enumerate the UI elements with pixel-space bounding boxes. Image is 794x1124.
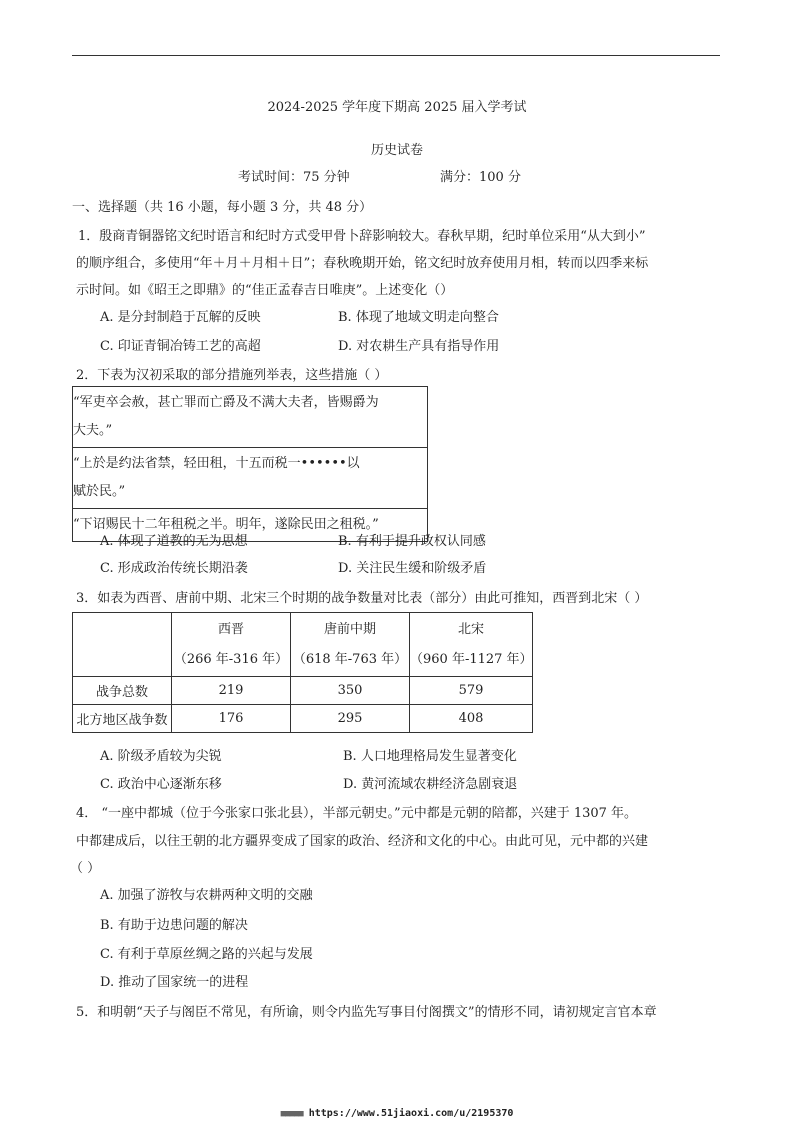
q2-quote-1-line-2: 大夫。” xyxy=(73,423,113,438)
q1-option-c: C. 印证青铜冶铸工艺的高超 xyxy=(100,339,261,354)
q3-row-label: 战争总数 xyxy=(73,677,172,705)
footer-watermark xyxy=(0,1108,794,1119)
q1-option-d: D. 对农耕生产具有指导作用 xyxy=(338,339,500,354)
q3-war-table xyxy=(72,612,533,733)
q4-option-a: A. 加强了游牧与农耕两种文明的交融 xyxy=(100,888,313,903)
q1-line-3: 示时间。如《昭王之即鼎》的“佳正孟春吉日唯庚”。上述变化（） xyxy=(76,283,454,298)
q3-col-xijin xyxy=(172,613,291,677)
q2-option-a: A. 体现了道教的无为思想 xyxy=(100,534,248,549)
q2-option-d: D. 关注民生缓和阶级矛盾 xyxy=(338,561,487,576)
q3-col-period: （618 年-763 年） xyxy=(292,651,408,667)
subject-title: 历史试卷 xyxy=(370,143,423,158)
q3-option-c: C. 政治中心逐渐东移 xyxy=(100,777,222,792)
q3-option-a: A. 阶级矛盾较为尖锐 xyxy=(100,749,222,764)
q4-line-3: （ ） xyxy=(70,861,101,876)
q2-quote-2-line-2: 赋於民。” xyxy=(73,484,126,499)
q3-cell: 295 xyxy=(291,705,410,733)
q2-quote-3: “下诏赐民十二年租税之半。明年，遂除民田之租税。” xyxy=(73,517,379,532)
q1-option-a: A. 是分封制趋于瓦解的反映 xyxy=(100,310,261,325)
footer-url[interactable]: https://www.51jiaoxi.com/u/2195370 xyxy=(302,1108,514,1119)
q3-col-song xyxy=(410,613,533,677)
full-score: 满分：100 分 xyxy=(440,170,521,185)
q3-col-name: 北宋 xyxy=(457,621,484,637)
q2-option-c: C. 形成政治传统长期沿袭 xyxy=(100,561,248,576)
exam-time: 考试时间：75 分钟 xyxy=(238,170,350,185)
section-heading: 一、选择题（共 16 小题，每小题 3 分，共 48 分） xyxy=(72,200,373,215)
q3-cell: 408 xyxy=(410,705,533,733)
footer-logo-mark: ■■■■■ xyxy=(280,1109,303,1119)
exam-title: 2024-2025 学年度下期高 2025 届入学考试 xyxy=(267,100,527,115)
q3-option-d: D. 黄河流域农耕经济急剧衰退 xyxy=(343,777,518,792)
q3-corner-cell xyxy=(73,613,172,677)
q3-cell: 176 xyxy=(172,705,291,733)
table-row xyxy=(73,705,533,733)
top-rule xyxy=(72,55,720,56)
q1-option-b: B. 体现了地域文明走向整合 xyxy=(338,310,499,325)
table-row xyxy=(73,677,533,705)
q3-option-b: B. 人口地理格局发生显著变化 xyxy=(343,749,517,764)
q4-option-c: C. 有利于草原丝绸之路的兴起与发展 xyxy=(100,947,313,962)
q4-line-1: 4． “一座中都城（位于今张家口张北县），半部元朝史。”元中都是元朝的陪都，兴建于 1307 年。 xyxy=(76,806,638,821)
q3-cell: 579 xyxy=(410,677,533,705)
q3-col-period: （266 年-316 年） xyxy=(173,651,289,667)
q3-stem: 3．如表为西晋、唐前中期、北宋三个时期的战争数量对比表（部分）由此可推知，西晋到北宋（ ） xyxy=(76,591,648,606)
q3-header-row xyxy=(73,613,533,677)
q3-cell: 350 xyxy=(291,677,410,705)
q5-stem: 5．和明朝“天子与阁臣不常见，有所谕，则令内监先写事目付阁撰文”的情形不同，请初规定言官本章 xyxy=(76,1005,657,1020)
q2-quote-row xyxy=(73,448,428,509)
q2-quote-row xyxy=(73,387,428,448)
q2-stem: 2．下表为汉初采取的部分措施列举表，这些措施（ ） xyxy=(76,368,388,383)
q4-line-2: 中都建成后，以往王朝的北方疆界变成了国家的政治、经济和文化的中心。由此可见，元中都的兴建 xyxy=(76,834,649,849)
q3-col-period: （960 年-1127 年） xyxy=(410,651,533,667)
q3-col-name: 唐前中期 xyxy=(323,621,376,637)
q2-option-b: B. 有利于提升政权认同感 xyxy=(338,534,486,549)
q1-line-1: 1．殷商青铜器铭文纪时语言和纪时方式受甲骨卜辞影响较大。春秋早期，纪时单位采用“从大到小” xyxy=(78,229,646,244)
q1-line-2: 的顺序组合，多使用“年＋月＋月相＋日”；春秋晚期开始，铭文纪时放弃使用月相，转而以四季来标 xyxy=(76,256,649,271)
q3-col-tang xyxy=(291,613,410,677)
q3-row-label: 北方地区战争数 xyxy=(73,705,172,733)
q2-quote-cell xyxy=(73,387,428,448)
q2-quote-2-line-1: “上於是约法省禁，轻田租，十五而税一••••••以 xyxy=(73,456,360,471)
q4-option-b: B. 有助于边患问题的解决 xyxy=(100,918,248,933)
q3-cell: 219 xyxy=(172,677,291,705)
q2-quote-cell xyxy=(73,448,428,509)
q2-quote-table xyxy=(72,386,428,542)
q4-option-d: D. 推动了国家统一的进程 xyxy=(100,975,249,990)
q2-quote-1-line-1: “军吏卒会赦，甚亡罪而亡爵及不满大夫者，皆赐爵为 xyxy=(73,395,379,410)
q3-col-name: 西晋 xyxy=(217,621,244,637)
